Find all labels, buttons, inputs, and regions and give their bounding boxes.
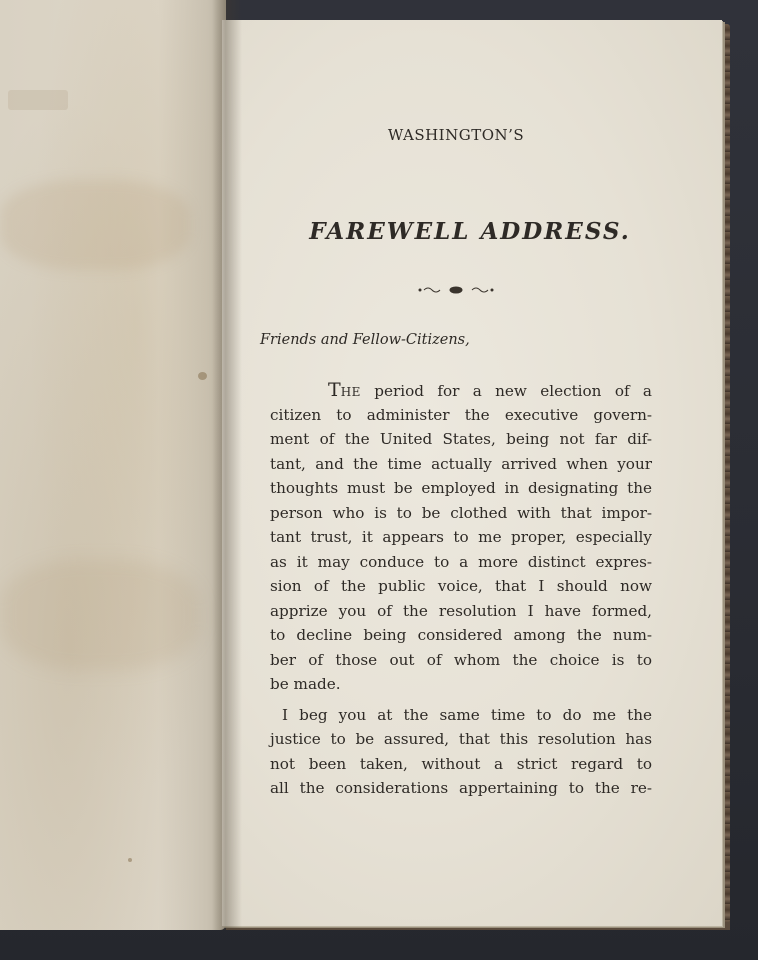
text-line: ment of the United States, being not far dif- — [270, 430, 652, 448]
text-line: thoughts must be employed in designating the — [270, 479, 652, 497]
right-page — [222, 20, 722, 926]
text-line: be made. — [270, 675, 341, 693]
address-body — [270, 378, 652, 801]
text-line: citizen to administer the executive govern- — [270, 405, 652, 424]
ornament-icon — [260, 284, 652, 296]
page-title: FAREWELL ADDRESS. — [309, 218, 631, 245]
text-line: sion of the public voice, that I should now — [270, 577, 652, 595]
text-line: apprize you of the resolution I have formed, — [270, 601, 652, 620]
book-gutter — [212, 0, 242, 930]
text-line: as it may conduce to a more distinct expres- — [270, 552, 652, 571]
text-line: I beg you at the same time to do me the — [282, 705, 652, 724]
left-page-stain — [0, 560, 200, 670]
left-page — [0, 0, 226, 930]
foxing-spot — [128, 858, 132, 862]
text-line: ber of those out of whom the choice is to — [270, 650, 652, 669]
foxing-spot — [198, 372, 207, 380]
left-page-bleedthrough — [8, 90, 68, 110]
salutation: Friends and Fellow-Citizens, — [260, 332, 470, 348]
running-head: WASHINGTON’S — [387, 126, 525, 144]
text-line: to decline being considered among the num- — [270, 626, 652, 644]
text-line: tant trust, it appears to me proper, especially — [270, 528, 652, 546]
text-line: tant, and the time actually arrived when your — [270, 454, 652, 473]
text-line: THE period for a new election of a — [328, 379, 652, 401]
text-line: not been taken, without a strict regard to — [270, 754, 652, 773]
text-line: person who is to be clothed with that impor- — [270, 503, 652, 522]
text-line: justice to be assured, that this resolution has — [270, 730, 652, 748]
small-caps: HE — [340, 385, 361, 399]
text-line: all the considerations appertaining to the re- — [270, 779, 652, 797]
left-page-stain — [0, 180, 190, 270]
drop-cap: T — [328, 379, 341, 401]
